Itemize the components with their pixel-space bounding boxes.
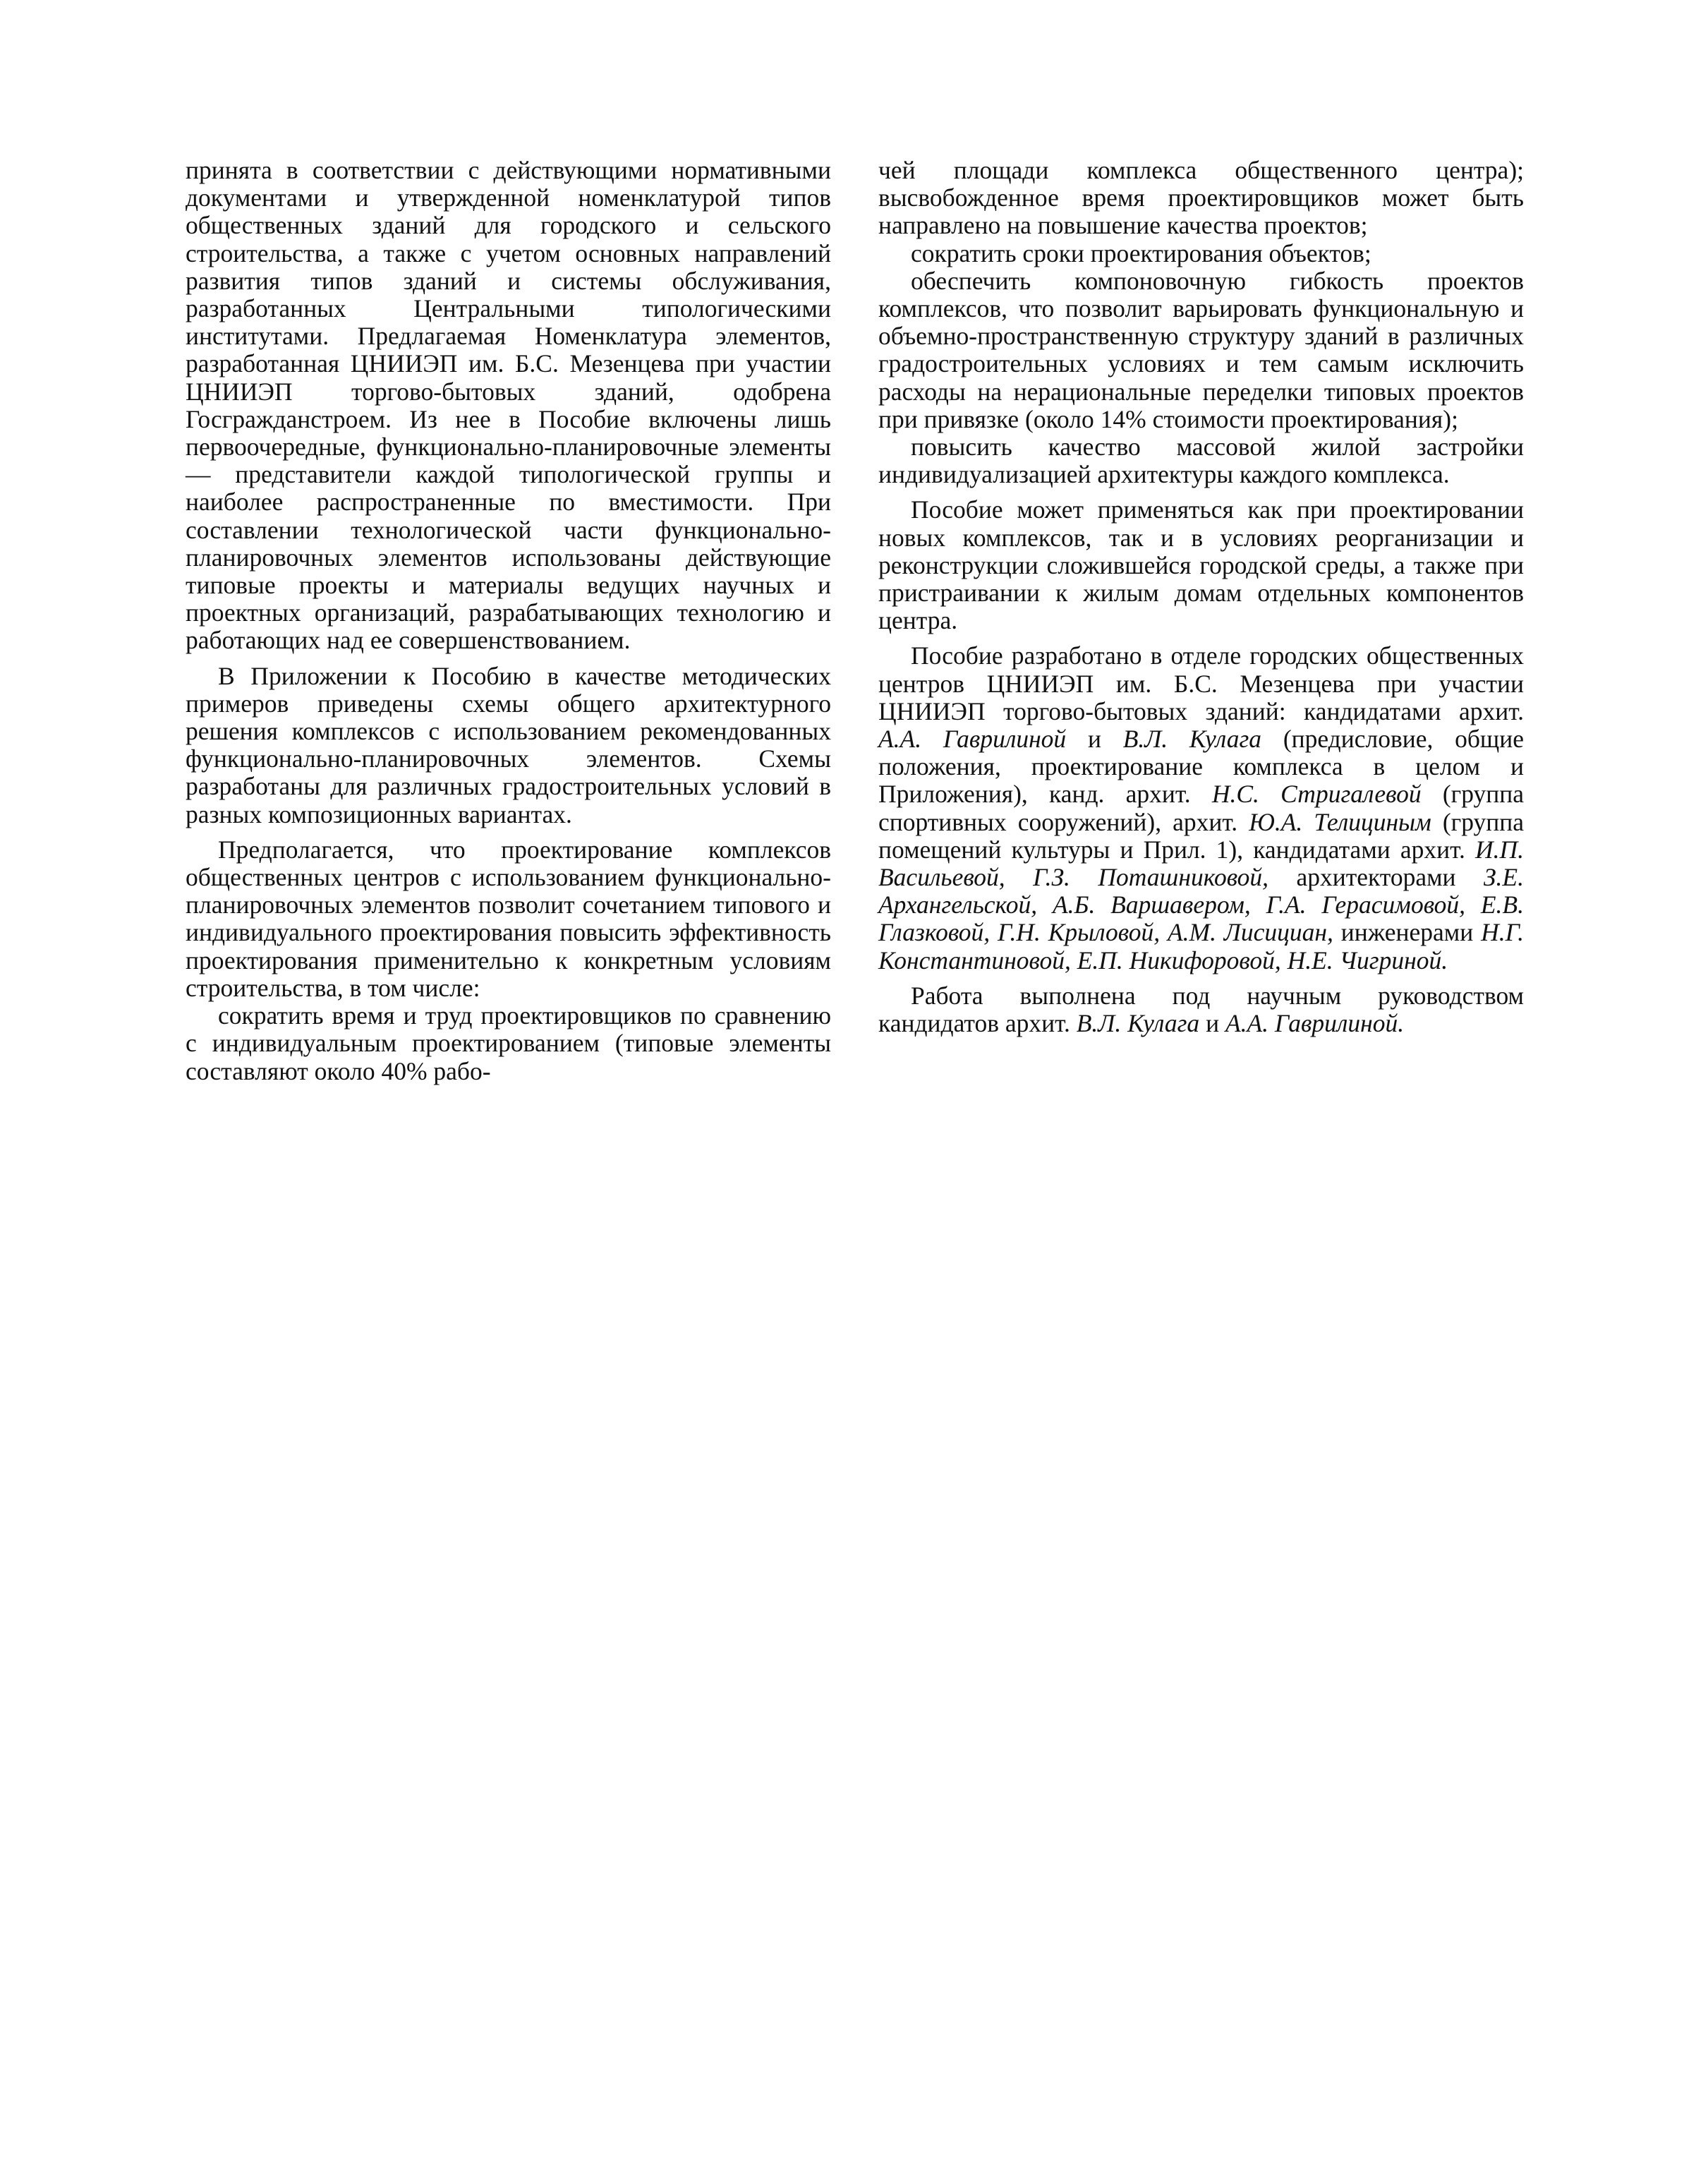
paragraph-flexibility: обеспечить компоновочную гибкость проектов комплексов, что позволит варьировать функциональную и объемно-пространственную структуру зданий в различных градостроительных условиях и тем самым исключить расходы на нерациональные переделки типовых проектов при привязке (около 14% стоимости проектирования);	[878, 266, 1524, 433]
supervisor-name-kulaga: В.Л. Кулага	[1076, 1009, 1200, 1038]
authors-text-4: (группа спортивных сооружений), архит.	[878, 780, 1524, 836]
paragraph-authors	[878, 642, 1524, 974]
paragraph-continuation: чей площади комплекса общественного центра); высвобожденное время проектировщиков может быть направлено на повышение качества проектов;	[878, 156, 1524, 240]
paragraph-reduce-labor: сократить время и труд проектировщиков по сравнению с индивидуальным проектированием (типовые элементы составляют около 40% рабо-	[186, 1001, 831, 1085]
authors-text-7: инженерами	[1333, 918, 1482, 947]
author-name-gavrilina: А.А. Гаврилиной	[878, 725, 1067, 754]
paragraph-reduce-terms: сократить сроки проектирования объектов;	[911, 239, 1371, 267]
authors-text-6: архитекторами	[1268, 863, 1484, 892]
author-names-architects: З.Е. Архангельской, А.Б. Варшавером, Г.А. Герасимовой, Е.В. Глазковой, Г.Н. Крыловой, А.М. Лисициан,	[878, 863, 1524, 947]
supervisor-name-gavrilina: А.А. Гаврилиной.	[1225, 1009, 1405, 1038]
paragraph-quality: повысить качество массовой жилой застройки индивидуализацией архитектуры каждого комплекса.	[878, 433, 1524, 489]
left-column	[186, 157, 831, 1093]
author-name-strigaleva: Н.С. Стригалевой	[1211, 780, 1422, 809]
right-column	[878, 157, 1524, 1045]
author-names-candidates: И.П. Васильевой, Г.З. Поташниковой,	[878, 835, 1524, 892]
authors-text-3: (предисловие, общие положения, проектирование комплекса в целом и Приложения), канд. архит.	[878, 725, 1525, 809]
author-names-engineers: Н.Г. Константиновой, Е.П. Никифоровой, Н.Е. Чигриной.	[878, 918, 1524, 974]
paragraph-application: Пособие может применяться как при проектировании новых комплексов, так и в условиях реорганизации и реконструкции сложившейся городской среды, а также при пристраивании к жилым домам отдельных компонентов центра.	[878, 495, 1524, 635]
paragraph-assumption: Предполагается, что проектирование комплексов общественных центров с использованием функционально-планировочных элементов позволит сочетанием типового и индивидуального проектирования повысить эффективность проектирования применительно к конкретным условиям строительства, в том числе:	[186, 835, 831, 1002]
paragraph-supervision	[878, 982, 1524, 1037]
paragraph-appendix: В Приложении к Пособию в качестве методических примеров приведены схемы общего архитектурного решения комплексов с использованием рекомендованных функционально-планировочных элементов. Схемы разработаны для различных градостроительных условий в разных композиционных вариантах.	[186, 661, 831, 828]
supervision-text-2: и	[1199, 1009, 1225, 1038]
author-name-kulaga: В.Л. Кулага	[1122, 725, 1262, 754]
authors-text-1: Пособие разработано в отделе городских общественных центров ЦНИИЭП им. Б.С. Мезенцева при участии ЦНИИЭП торгово-бытовых зданий: кандидатами архит.	[878, 641, 1524, 725]
paragraph-nomenclature: принята в соответствии с действующими нормативными документами и утвержденной номенклатурой типов общественных зданий для городского и сельского строительства, а также с учетом основных направлений развития типов зданий и системы обслуживания, разработанных Центральными типологическими институтами. Предлагаемая Номенклатура элементов, разработанная ЦНИИЭП им. Б.С. Мезенцева при участии ЦНИИЭП торгово-бытовых зданий, одобрена Госгражданстроем. Из нее в Пособие включены лишь первоочередные, функционально-планировочные элементы — представители каждой типологической группы и наиболее распространенные по вместимости. При составлении технологической части функционально-планировочных элементов использованы действующие типовые проекты и материалы ведущих научных и проектных организаций, разрабатывающих технологию и работающих над ее совершенствованием.	[186, 156, 831, 655]
authors-text-5: (группа помещений культуры и Прил. 1), кандидатами архит.	[878, 807, 1525, 864]
authors-text-2: и	[1066, 725, 1123, 754]
author-name-telitsyn: Ю.А. Телициным	[1249, 807, 1431, 836]
supervision-text-1: Работа выполнена под научным руководством кандидатов архит.	[878, 981, 1524, 1038]
